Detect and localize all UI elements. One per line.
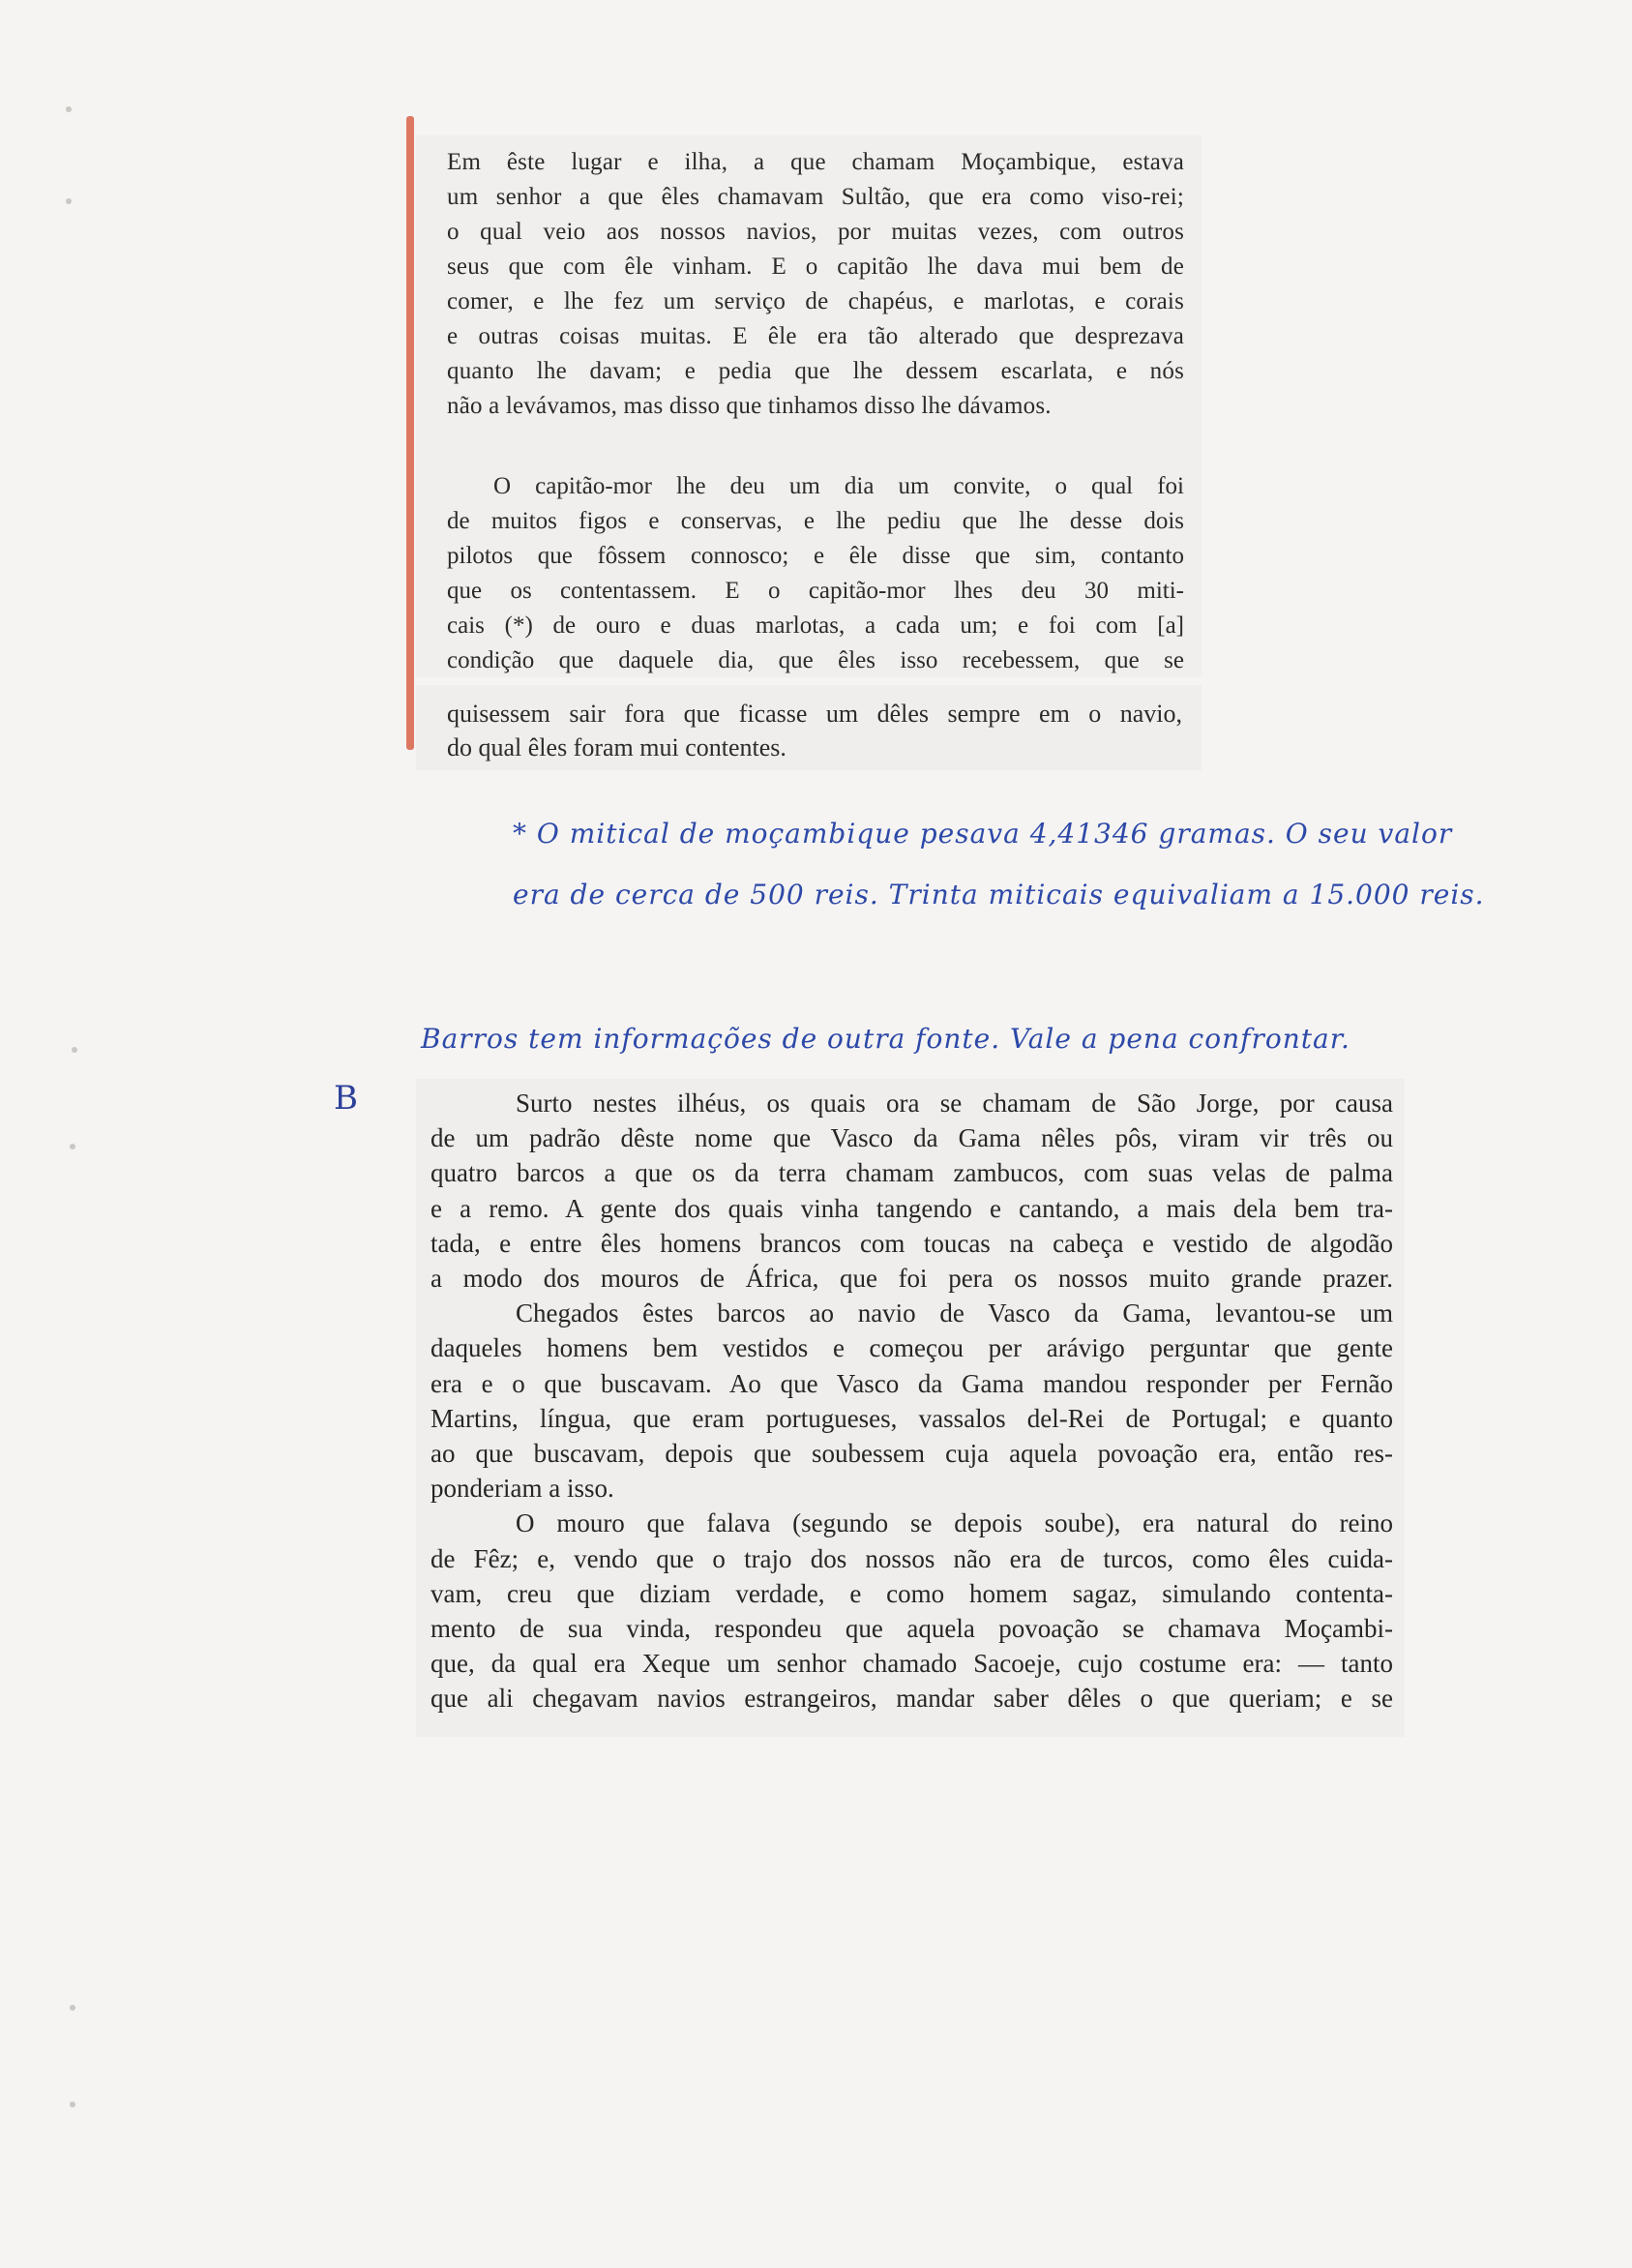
text-line: que ali chegavam navios estrangeiros, mandar saber dêles o que queriam; e se	[430, 1684, 1393, 1714]
handwritten-footnote-line-2: era de cerca de 500 reis. Trinta miticais equivaliam a 15.000 reis.	[513, 879, 1485, 910]
text-line: e a remo. A gente dos quais vinha tangendo e cantando, a mais dela bem tra-	[430, 1193, 1393, 1223]
text-line: e outras coisas muitas. E êle era tão alterado que desprezava	[447, 323, 1184, 349]
text-line: a modo dos mouros de África, que foi pera os nossos muito grande prazer.	[430, 1264, 1393, 1294]
handwritten-footnote-line-1: * O mitical de moçambique pesava 4,41346 gramas. O seu valor	[513, 818, 1453, 850]
text-line: não a levávamos, mas disso que tinhamos disso lhe dávamos.	[447, 393, 1052, 419]
text-line: um senhor a que êles chamavam Sultão, que era como viso-rei;	[447, 184, 1184, 210]
text-line: era e o que buscavam. Ao que Vasco da Gama mandou responder per Fernão	[430, 1368, 1393, 1398]
text-line: que os contentassem. E o capitão-mor lhes deu 30 miti-	[447, 578, 1184, 604]
clipping-b-text	[430, 1086, 1393, 1716]
paper-speck	[70, 2005, 75, 2011]
text-line: ao que buscavam, depois que soubessem cuja aquela povoação era, então res-	[430, 1439, 1393, 1469]
text-line: quanto lhe davam; e pedia que lhe dessem escarlata, e nós	[447, 358, 1184, 384]
text-line: vam, creu que diziam verdade, e como homem sagaz, simulando contenta-	[430, 1578, 1393, 1608]
text-line: que, da qual era Xeque um senhor chamado Sacoeje, cujo costume era: — tanto	[430, 1649, 1393, 1679]
text-line: pilotos que fôssem connosco; e êle disse que sim, contanto	[447, 543, 1184, 569]
clipping-a-paragraph-3	[447, 697, 1182, 764]
text-line: de um padrão dêste nome que Vasco da Gama nêles pôs, viram vir três ou	[430, 1123, 1393, 1153]
paper-speck	[66, 106, 72, 112]
text-line: mento de sua vinda, respondeu que aquela povoação se chamava Moçambi-	[430, 1614, 1393, 1644]
text-line: de Fêz; e, vendo que o trajo dos nossos não era de turcos, como êles cuida-	[430, 1543, 1393, 1573]
text-line: seus que com êle vinham. E o capitão lhe dava mui bem de	[447, 254, 1184, 280]
handwritten-section-letter: B	[334, 1079, 359, 1118]
text-line: comer, e lhe fez um serviço de chapéus, e marlotas, e corais	[447, 288, 1184, 314]
text-line: do qual êles foram mui contentes.	[447, 733, 786, 761]
text-line: quisessem sair fora que ficasse um dêles sempre em o navio,	[447, 700, 1182, 728]
text-line: Em êste lugar e ilha, a que chamam Moçambique, estava	[447, 149, 1184, 175]
text-line: Martins, língua, que eram portugueses, vassalos del-Rei de Portugal; e quanto	[430, 1403, 1393, 1433]
text-line: Surto nestes ilhéus, os quais ora se chamam de São Jorge, por causa	[516, 1089, 1393, 1118]
handwritten-barros-note: Barros tem informações de outra fonte. Vale a pena confrontar.	[421, 1023, 1350, 1055]
text-line: condição que daquele dia, que êles isso recebessem, que se	[447, 647, 1184, 673]
text-line: daqueles homens bem vestidos e começou per arávigo perguntar que gente	[430, 1333, 1393, 1363]
text-line: O mouro que falava (segundo se depois soube), era natural do reino	[516, 1508, 1393, 1538]
paper-speck	[70, 2102, 75, 2107]
text-line: cais (*) de ouro e duas marlotas, a cada um; e foi com [a]	[447, 612, 1184, 639]
paper-speck	[70, 1144, 75, 1149]
text-line: de muitos figos e conservas, e lhe pediu que lhe desse dois	[447, 508, 1184, 534]
paper-speck	[72, 1047, 77, 1053]
text-line: O capitão-mor lhe deu um dia um convite, o qual foi	[493, 473, 1184, 499]
text-line: tada, e entre êles homens brancos com toucas na cabeça e vestido de algodão	[430, 1228, 1393, 1258]
clipping-a-paragraph-1	[447, 145, 1184, 424]
text-line: ponderiam a isso.	[430, 1474, 614, 1504]
paper-speck	[66, 198, 72, 204]
red-margin-mark	[406, 116, 414, 750]
text-line: o qual veio aos nossos navios, por muitas vezes, com outros	[447, 219, 1184, 245]
text-line: quatro barcos a que os da terra chamam zambucos, com suas velas de palma	[430, 1158, 1393, 1188]
text-line: Chegados êstes barcos ao navio de Vasco da Gama, levantou-se um	[516, 1298, 1393, 1328]
clipping-a-paragraph-2	[447, 469, 1184, 678]
